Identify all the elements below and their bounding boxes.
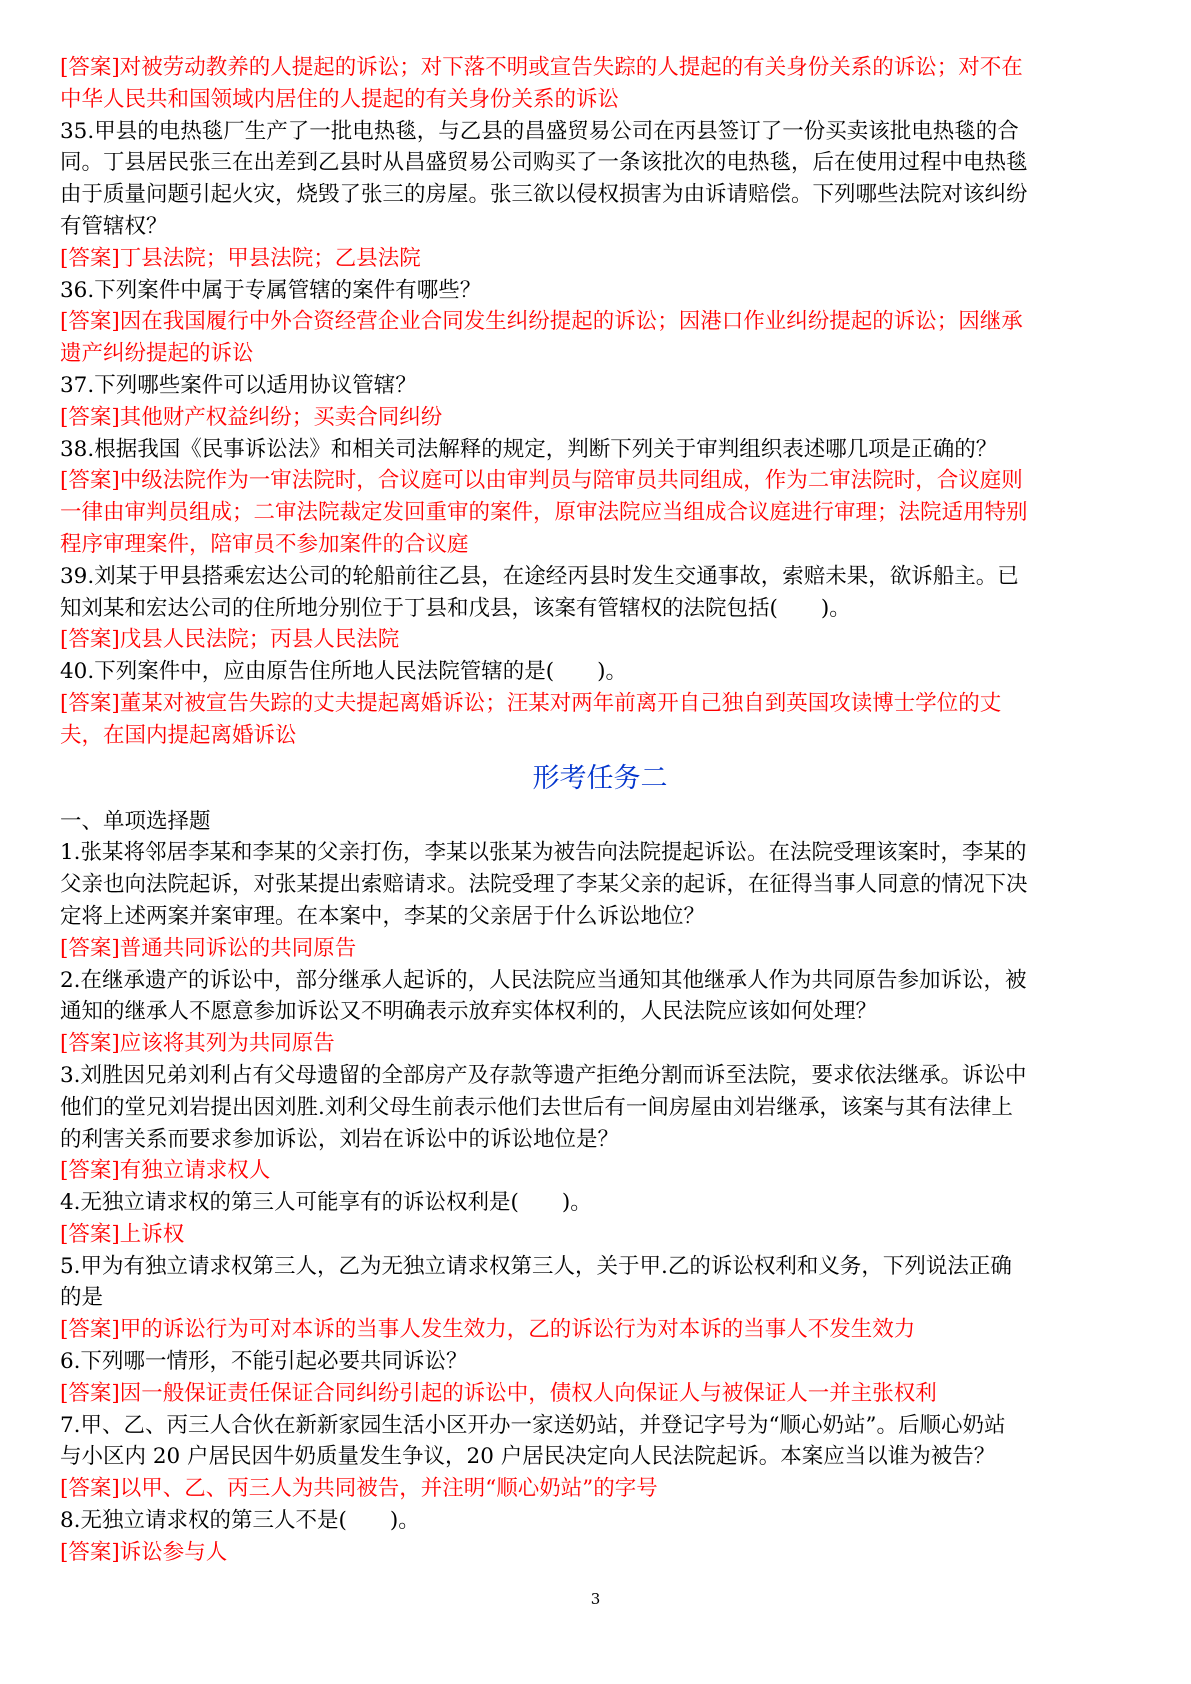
question-8: 8.无独立请求权的第三人不是( )。 bbox=[60, 1508, 420, 1534]
answer-line: [答案]中级法院作为一审法院时，合议庭可以由审判员与陪审员共同组成，作为二审法院时，合议庭则 bbox=[60, 468, 1023, 494]
question-37: 37.下列哪些案件可以适用协议管辖？ bbox=[60, 372, 417, 398]
answer-40 bbox=[60, 688, 1140, 752]
answer-4: [答案]上诉权 bbox=[60, 1221, 185, 1247]
question-line: 7.甲、乙、丙三人合伙在新新家园生活小区开办一家送奶站，并登记字号为“顺心奶站”。后顺心奶站 bbox=[60, 1412, 1006, 1438]
answer-6: [答案]因一般保证责任保证合同纠纷引起的诉讼中，债权人向保证人与被保证人一并主张权利 bbox=[60, 1380, 937, 1406]
question-line: 39.刘某于甲县搭乘宏达公司的轮船前往乙县，在途经丙县时发生交通事故，索赔未果，欲诉船主。已 bbox=[60, 563, 1019, 589]
answer-5: [答案]甲的诉讼行为可对本诉的当事人发生效力，乙的诉讼行为对本诉的当事人不发生效力 bbox=[60, 1317, 916, 1343]
question-2 bbox=[60, 965, 1140, 1029]
answer-7: [答案]以甲、乙、丙三人为共同被告，并注明“顺心奶站”的字号 bbox=[60, 1476, 658, 1502]
answer-37: [答案]其他财产权益纠纷；买卖合同纠纷 bbox=[60, 404, 443, 430]
answer-line: 中华人民共和国领域内居住的人提起的有关身份关系的诉讼 bbox=[60, 86, 620, 112]
question-line: 2.在继承遗产的诉讼中，部分继承人起诉的，人民法院应当通知其他继承人作为共同原告参加诉讼，被 bbox=[60, 967, 1027, 993]
question-1 bbox=[60, 837, 1140, 932]
question-36: 36.下列案件中属于专属管辖的案件有哪些？ bbox=[60, 277, 482, 303]
question-38: 38.根据我国《民事诉讼法》和相关司法解释的规定，判断下列关于审判组织表述哪几项是正确的？ bbox=[60, 436, 998, 462]
question-line: 由于质量问题引起火灾，烧毁了张三的房屋。张三欲以侵权损害为由诉请赔偿。下列哪些法院对该纠纷 bbox=[60, 182, 1028, 208]
question-line: 的是 bbox=[60, 1285, 104, 1311]
question-line: 1.张某将邻居李某和李某的父亲打伤，李某以张某为被告向法院提起诉讼。在法院受理该案时，李某的 bbox=[60, 840, 1027, 866]
answer-line: 遗产纠纷提起的诉讼 bbox=[60, 341, 254, 367]
answer-38 bbox=[60, 465, 1140, 560]
question-line: 同。丁县居民张三在出差到乙县时从昌盛贸易公司购买了一条该批次的电热毯，后在使用过程中电热毯 bbox=[60, 150, 1028, 176]
answer-39: [答案]戊县人民法院；丙县人民法院 bbox=[60, 627, 400, 653]
question-line: 定将上述两案并案审理。在本案中，李某的父亲居于什么诉讼地位？ bbox=[60, 903, 706, 929]
question-5 bbox=[60, 1251, 1140, 1315]
question-line: 的利害关系而要求参加诉讼，刘岩在诉讼中的诉讼地位是？ bbox=[60, 1126, 620, 1152]
question-7 bbox=[60, 1410, 1140, 1474]
answer-line: [答案]因在我国履行中外合资经营企业合同发生纠纷提起的诉讼；因港口作业纠纷提起的诉讼；因继承 bbox=[60, 309, 1023, 335]
answer-36 bbox=[60, 306, 1140, 370]
question-line: 有管辖权？ bbox=[60, 213, 168, 239]
answer-3: [答案]有独立请求权人 bbox=[60, 1158, 271, 1184]
question-35 bbox=[60, 116, 1140, 243]
question-39 bbox=[60, 561, 1140, 625]
answer-8: [答案]诉讼参与人 bbox=[60, 1539, 228, 1565]
question-3 bbox=[60, 1060, 1140, 1155]
question-6: 6.下列哪一情形，不能引起必要共同诉讼？ bbox=[60, 1349, 468, 1375]
question-4: 4.无独立请求权的第三人可能享有的诉讼权利是( )。 bbox=[60, 1190, 592, 1216]
answer-line: 程序审理案件，陪审员不参加案件的合议庭 bbox=[60, 531, 469, 557]
question-line: 他们的堂兄刘岩提出因刘胜.刘利父母生前表示他们去世后有一间房屋由刘岩继承，该案与其有法律上 bbox=[60, 1094, 1013, 1120]
question-line: 父亲也向法院起诉，对张某提出索赔请求。法院受理了李某父亲的起诉，在征得当事人同意的情况下决 bbox=[60, 872, 1028, 898]
question-line: 5.甲为有独立请求权第三人，乙为无独立请求权第三人，关于甲.乙的诉讼权利和义务，下列说法正确 bbox=[60, 1253, 1012, 1279]
section-title: 形考任务二 bbox=[532, 762, 668, 794]
answer-2: [答案]应该将其列为共同原告 bbox=[60, 1031, 335, 1057]
answer-line: 一律由审判员组成；二审法院裁定发回重审的案件，原审法院应当组成合议庭进行审理；法院适用特别 bbox=[60, 500, 1028, 526]
question-line: 知刘某和宏达公司的住所地分别位于丁县和戊县，该案有管辖权的法院包括( )。 bbox=[60, 595, 851, 621]
page-number: 3 bbox=[590, 1590, 601, 1608]
question-line: 通知的继承人不愿意参加诉讼又不明确表示放弃实体权利的，人民法院应该如何处理？ bbox=[60, 999, 878, 1025]
question-40: 40.下列案件中，应由原告住所地人民法院管辖的是( )。 bbox=[60, 659, 627, 685]
answer-35: [答案]丁县法院；甲县法院；乙县法院 bbox=[60, 245, 421, 271]
answer-line: [答案]对被劳动教养的人提起的诉讼；对下落不明或宣告失踪的人提起的有关身份关系的诉讼；对不在 bbox=[60, 55, 1023, 80]
answer-1: [答案]普通共同诉讼的共同原告 bbox=[60, 935, 357, 961]
answer-line: 夫，在国内提起离婚诉讼 bbox=[60, 722, 297, 748]
answer-34 bbox=[60, 52, 1140, 116]
document-page bbox=[60, 52, 1140, 1569]
question-line: 35.甲县的电热毯厂生产了一批电热毯，与乙县的昌盛贸易公司在丙县签订了一份买卖该批电热毯的合 bbox=[60, 118, 1019, 144]
question-line: 与小区内 20 户居民因牛奶质量发生争议，20 户居民决定向人民法院起诉。本案应当以谁为被告？ bbox=[60, 1444, 996, 1470]
question-line: 3.刘胜因兄弟刘利占有父母遗留的全部房产及存款等遗产拒绝分割而诉至法院，要求依法继承。诉讼中 bbox=[60, 1062, 1027, 1088]
answer-line: [答案]董某对被宣告失踪的丈夫提起离婚诉讼；汪某对两年前离开自己独自到英国攻读博士学位的丈 bbox=[60, 690, 1002, 716]
section-heading: 一、单项选择题 bbox=[60, 808, 211, 834]
